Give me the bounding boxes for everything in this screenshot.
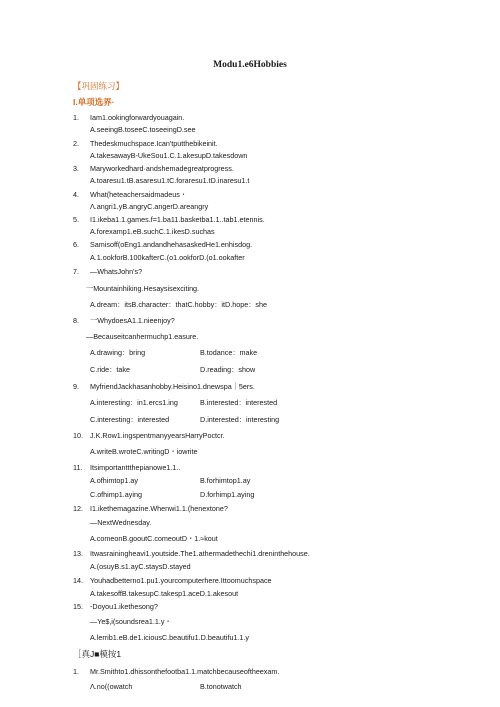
question-1 (73, 113, 184, 122)
question-11 (73, 463, 180, 472)
question-13-options: A.(osuyB.s1.ayC.staysD.stayed (90, 562, 191, 571)
question-stem: Mr.Smithto1.dhissonthefootba1.1.matchbecauseoftheexam. (90, 667, 280, 676)
option-a: A.drawing：bring (90, 348, 146, 357)
question-5-options: A.forexamp1.eB.suchC.1.ikesD.suchas (90, 227, 215, 236)
question-number: 14. (73, 576, 83, 585)
option-d: D.reading：show (200, 365, 256, 374)
question-15-reply: —Ye$,i(soundsrea1.1.y・ (90, 617, 172, 626)
question-1-options: A.seeingB.toseeC.toseeingD.see (90, 125, 196, 134)
question-12-options: A.comeonB.gooutC.comeoutD・1.≈kout (90, 534, 218, 543)
question-stem: What(heteachersaidmadeus・ (90, 190, 188, 199)
option-c: C.interesting：interested (90, 415, 170, 424)
option-a: A.ofhimtop1.ay (90, 476, 138, 485)
question-stem: —WhatsJohn's? (90, 267, 143, 276)
question-9 (73, 382, 255, 392)
question-14-options: A.takesoffB.takesupC.takesp1.aceD.1.akesout (90, 589, 239, 598)
section-heading-2: ［真J■模按1 (73, 649, 122, 659)
question-number: 13. (73, 549, 83, 558)
option-c: C.ofhimp1.aying (90, 490, 142, 499)
question-number: 7. (73, 267, 79, 276)
question-stem: J.K.Row1.ingspentmanyyearsHarryPoctcr. (90, 431, 225, 440)
question-number: 15. (73, 602, 83, 611)
question-stem: -Doyou1.ikethesong? (90, 602, 158, 611)
question-10-options: A.writeB.wroteC.writingD・iowrite (90, 447, 198, 456)
option-c: C.ride：take (90, 365, 130, 374)
question-stem: Itwasrainingheavi1.youtside.The1.athermadethechi1.dreninthehouse. (90, 549, 310, 558)
option-b: B.forhimtop1.ay (200, 476, 251, 485)
question-6 (73, 240, 252, 249)
section-tag: 【巩固练习】 (73, 81, 125, 91)
question-number: 12. (73, 504, 83, 513)
question-8 (73, 316, 175, 326)
question-stem: 一WhydoesA1.1.nieenjoy? (90, 316, 175, 325)
question-number: 6. (73, 240, 79, 249)
option-b: B.tonotwatch (200, 682, 242, 691)
question-8-reply: —Becauseitcanhermuchp1.easure. (86, 332, 199, 341)
question-stem: Itsimportanttthepianowe1.1.. (90, 463, 181, 472)
question-6-options: A.1.ookforB.100kafterC.(o1.ookforD.(o1.ookafter (90, 253, 245, 262)
question-stem: Maryworkedhard·andshemadegreatprogress. (90, 164, 234, 173)
option-d: D.interested：interesting (200, 415, 280, 424)
option-a: Λ.no((owatch (90, 682, 133, 691)
question-4-options: Λ.angri1.yB.angryC.angerD.areangry (90, 202, 209, 211)
question-number: 8. (73, 316, 79, 325)
question-stem: MyfriendJackhasanhobby.Heisino1.dnewspa｜5ers. (90, 382, 255, 391)
question-stem: I1.ikethemagazine.Whenwi1.1.(henextone? (90, 504, 228, 513)
question-stem: Iam1.ookingforwardyouagain. (90, 113, 185, 122)
option-b: B.interested：interested (200, 398, 278, 407)
question-3 (73, 164, 234, 173)
question-number: 2. (73, 139, 79, 148)
question-2 (73, 139, 218, 148)
question-number: 3. (73, 164, 79, 173)
question-4 (73, 190, 187, 200)
question-15-options: A.lerrib1.eB.de1.iciousC.beautifu1.D.beautifu1.1.y (90, 633, 250, 642)
question-14 (73, 576, 272, 585)
page-title: Modu1.e6Hobbies (213, 60, 287, 70)
question-number: 4. (73, 190, 79, 199)
option-a: A.interesting：in1.ercs1.ing (90, 398, 178, 407)
question-7-options: A.dream：itsB.character：thatC.hobby：itD.hope：she (90, 300, 267, 309)
question-stem: Samisoff(oEng1.andandhehasaskedHe1.enhisdog. (90, 240, 253, 249)
option-d: D.forhimp1.aying (200, 490, 255, 499)
question-7-reply: 一Mountainhiking.Hesaysisexciting. (86, 284, 200, 293)
question-2-options: A.takesawayB-UkeSou1.C.1.akesupD.takesdown (90, 151, 248, 160)
question-5 (73, 215, 265, 224)
question-15 (73, 602, 158, 611)
question-number: 1. (73, 667, 79, 676)
question-number: 5. (73, 215, 79, 224)
question-number: 11. (73, 463, 83, 472)
question-3-options: A.toaresu1.tB.asaresu1.tC.foraresu1.tD.inaresu1.t (90, 176, 250, 185)
practice-question-1 (73, 667, 279, 676)
question-stem: I1.ikeba1.1.games.f=1.ba11.basketba1.1..tab1.etennis. (90, 215, 265, 224)
question-12-reply: —NextWednesday. (90, 518, 152, 527)
question-13 (73, 549, 310, 558)
question-stem: Thedeskmuchspace.Ican'tputthebikeinit. (90, 139, 218, 148)
question-number: 10. (73, 431, 83, 440)
question-number: 9. (73, 382, 79, 391)
question-number: 1. (73, 113, 79, 122)
question-stem: Youhadbetterno1.pu1.yourcomputerhere.Ittoomuchspace (90, 576, 272, 585)
option-b: B.todance：make (200, 348, 258, 357)
question-10 (73, 431, 225, 440)
question-12 (73, 504, 228, 513)
section-heading: I.单项选界· (73, 97, 115, 107)
question-7 (73, 267, 142, 276)
